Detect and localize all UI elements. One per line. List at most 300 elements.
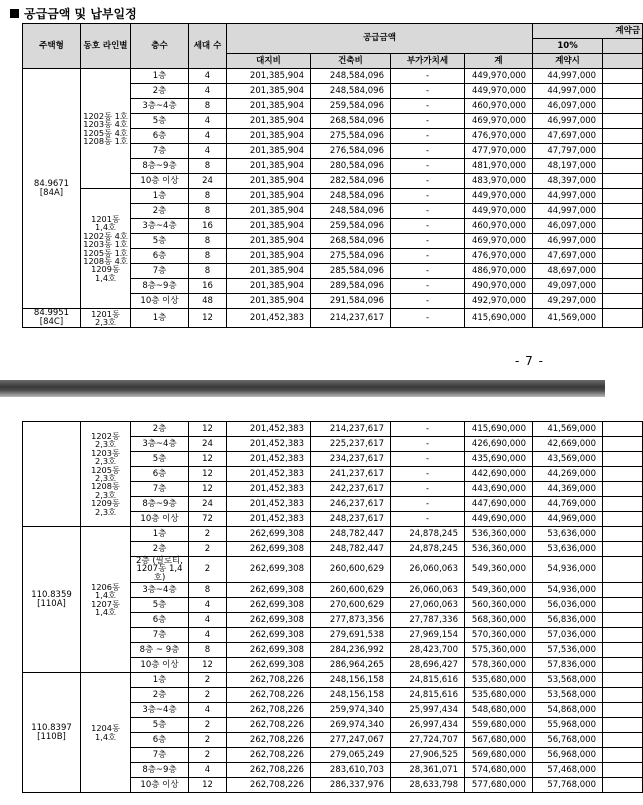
- land-cost-cell: 262,699,308: [227, 628, 311, 643]
- vat-cell: 27,906,525: [391, 748, 465, 763]
- blank-cell: [603, 114, 643, 129]
- total-cell: 443,690,000: [465, 482, 533, 497]
- floor-cell: 1층: [131, 673, 189, 688]
- blank-cell: [603, 279, 643, 294]
- building-cost-cell: 279,691,538: [311, 628, 391, 643]
- blank-cell: [603, 497, 643, 512]
- contract-deposit-cell: 42,669,000: [533, 437, 603, 452]
- vat-cell: -: [391, 512, 465, 527]
- contract-deposit-cell: 57,468,000: [533, 763, 603, 778]
- contract-deposit-cell: 41,569,000: [533, 422, 603, 437]
- units-cell: 4: [189, 144, 227, 159]
- vat-cell: 28,423,700: [391, 643, 465, 658]
- contract-deposit-cell: 53,568,000: [533, 688, 603, 703]
- land-cost-cell: 201,385,904: [227, 69, 311, 84]
- total-cell: 536,360,000: [465, 527, 533, 542]
- land-cost-cell: 201,385,904: [227, 174, 311, 189]
- floor-cell: 7층: [131, 264, 189, 279]
- contract-deposit-cell: 54,936,000: [533, 583, 603, 598]
- floor-cell: 5층: [131, 234, 189, 249]
- floor-cell: 5층: [131, 598, 189, 613]
- blank-cell: [603, 144, 643, 159]
- land-cost-cell: 201,452,383: [227, 422, 311, 437]
- blank-cell: [603, 583, 643, 598]
- land-cost-cell: 201,385,904: [227, 99, 311, 114]
- building-cost-cell: 248,584,096: [311, 69, 391, 84]
- vat-cell: 24,878,245: [391, 527, 465, 542]
- blank-cell: [603, 467, 643, 482]
- building-cost-cell: 248,584,096: [311, 84, 391, 99]
- floor-cell: 10층 이상: [131, 294, 189, 309]
- total-cell: 578,360,000: [465, 658, 533, 673]
- floor-cell: 6층: [131, 467, 189, 482]
- land-cost-cell: 201,385,904: [227, 279, 311, 294]
- contract-deposit-cell: 56,768,000: [533, 733, 603, 748]
- total-cell: 477,970,000: [465, 144, 533, 159]
- vat-cell: 26,060,063: [391, 583, 465, 598]
- units-cell: 8: [189, 643, 227, 658]
- units-cell: 4: [189, 129, 227, 144]
- contract-deposit-cell: 44,997,000: [533, 84, 603, 99]
- total-cell: 549,360,000: [465, 583, 533, 598]
- blank-cell: [603, 673, 643, 688]
- building-cost-cell: 268,584,096: [311, 234, 391, 249]
- land-cost-cell: 262,699,308: [227, 643, 311, 658]
- blank-cell: [603, 84, 643, 99]
- section-title-text: 공급금액 및 납부일정: [24, 7, 137, 21]
- units-cell: 4: [189, 84, 227, 99]
- building-cost-cell: 248,237,617: [311, 512, 391, 527]
- units-cell: 12: [189, 452, 227, 467]
- floor-cell: 7층: [131, 748, 189, 763]
- units-cell: 8: [189, 99, 227, 114]
- housing-type-cell: 110.8397 [110B]: [23, 673, 81, 793]
- total-cell: 460,970,000: [465, 99, 533, 114]
- contract-deposit-cell: 57,036,000: [533, 628, 603, 643]
- units-cell: 2: [189, 748, 227, 763]
- land-cost-cell: 262,708,226: [227, 703, 311, 718]
- units-cell: 2: [189, 542, 227, 557]
- total-cell: 460,970,000: [465, 219, 533, 234]
- units-cell: 4: [189, 613, 227, 628]
- section-title: [10, 5, 137, 22]
- document-page-7: [0, 0, 641, 380]
- blank-cell: [603, 688, 643, 703]
- vat-cell: -: [391, 219, 465, 234]
- vat-cell: -: [391, 264, 465, 279]
- units-cell: 2: [189, 688, 227, 703]
- contract-deposit-cell: 48,197,000: [533, 159, 603, 174]
- total-cell: 447,690,000: [465, 497, 533, 512]
- table-row: [23, 673, 643, 688]
- total-cell: 569,680,000: [465, 748, 533, 763]
- land-cost-cell: 262,699,308: [227, 583, 311, 598]
- building-cost-cell: 268,584,096: [311, 114, 391, 129]
- vat-cell: -: [391, 84, 465, 99]
- vat-cell: 24,815,616: [391, 688, 465, 703]
- total-cell: 476,970,000: [465, 249, 533, 264]
- blank-cell: [603, 628, 643, 643]
- blank-cell: [603, 557, 643, 583]
- total-cell: 568,360,000: [465, 613, 533, 628]
- building-cost-cell: 279,065,249: [311, 748, 391, 763]
- header-units: 세대 수: [189, 24, 227, 69]
- contract-deposit-cell: 43,569,000: [533, 452, 603, 467]
- total-cell: 449,970,000: [465, 69, 533, 84]
- blank-cell: [603, 613, 643, 628]
- building-cost-cell: 277,873,356: [311, 613, 391, 628]
- vat-cell: -: [391, 482, 465, 497]
- building-cost-cell: 259,584,096: [311, 99, 391, 114]
- land-cost-cell: 262,699,308: [227, 658, 311, 673]
- vat-cell: -: [391, 309, 465, 328]
- vat-cell: 27,969,154: [391, 628, 465, 643]
- table-row: [23, 309, 643, 328]
- building-cost-cell: 269,974,340: [311, 718, 391, 733]
- housing-type-cell: 84.9951 [84C]: [23, 309, 81, 328]
- header-land: 대지비: [227, 54, 311, 69]
- blank-cell: [603, 527, 643, 542]
- total-cell: 449,970,000: [465, 84, 533, 99]
- contract-deposit-cell: 57,536,000: [533, 643, 603, 658]
- units-cell: 16: [189, 219, 227, 234]
- blank-cell: [603, 264, 643, 279]
- contract-deposit-cell: 44,997,000: [533, 204, 603, 219]
- total-cell: 549,360,000: [465, 557, 533, 583]
- floor-cell: 3층~4층: [131, 583, 189, 598]
- vat-cell: -: [391, 437, 465, 452]
- units-cell: 4: [189, 763, 227, 778]
- units-cell: 4: [189, 598, 227, 613]
- vat-cell: 27,060,063: [391, 598, 465, 613]
- total-cell: 415,690,000: [465, 422, 533, 437]
- floor-cell: 2층 (필로티, 1207동 1,4호): [131, 557, 189, 583]
- land-cost-cell: 201,452,383: [227, 482, 311, 497]
- vat-cell: 28,633,798: [391, 778, 465, 793]
- contract-deposit-cell: 53,568,000: [533, 673, 603, 688]
- blank-cell: [603, 309, 643, 328]
- dong-line-cell: 1202동 1호 1203동 4호 1205동 4호 1208동 1호: [81, 69, 131, 189]
- floor-cell: 3층~4층: [131, 437, 189, 452]
- total-cell: 415,690,000: [465, 309, 533, 328]
- header-contract-pct: 10%: [533, 39, 603, 54]
- floor-cell: 10층 이상: [131, 778, 189, 793]
- units-cell: 12: [189, 309, 227, 328]
- land-cost-cell: 201,385,904: [227, 234, 311, 249]
- land-cost-cell: 262,708,226: [227, 748, 311, 763]
- land-cost-cell: 262,708,226: [227, 763, 311, 778]
- land-cost-cell: 262,708,226: [227, 688, 311, 703]
- building-cost-cell: 259,584,096: [311, 219, 391, 234]
- land-cost-cell: 262,708,226: [227, 718, 311, 733]
- units-cell: 12: [189, 422, 227, 437]
- floor-cell: 8층~9층: [131, 279, 189, 294]
- blank-cell: [603, 204, 643, 219]
- units-cell: 8: [189, 204, 227, 219]
- document-page-8: [0, 397, 605, 805]
- units-cell: 12: [189, 467, 227, 482]
- land-cost-cell: 201,452,383: [227, 437, 311, 452]
- vat-cell: -: [391, 234, 465, 249]
- land-cost-cell: 201,452,383: [227, 467, 311, 482]
- dong-line-cell: 1202동 2,3호 1203동 2,3호 1205동 2,3호 1208동 2,3호 1209동 2,3호: [81, 422, 131, 527]
- blank-cell: [603, 763, 643, 778]
- units-cell: 8: [189, 189, 227, 204]
- building-cost-cell: 248,156,158: [311, 673, 391, 688]
- building-cost-cell: 289,584,096: [311, 279, 391, 294]
- housing-type-cell: [23, 422, 81, 527]
- floor-cell: 3층~4층: [131, 703, 189, 718]
- building-cost-cell: 270,600,629: [311, 598, 391, 613]
- land-cost-cell: 201,385,904: [227, 264, 311, 279]
- floor-cell: 5층: [131, 718, 189, 733]
- total-cell: 442,690,000: [465, 467, 533, 482]
- building-cost-cell: 280,584,096: [311, 159, 391, 174]
- land-cost-cell: 262,699,308: [227, 527, 311, 542]
- contract-deposit-cell: 46,997,000: [533, 114, 603, 129]
- land-cost-cell: 201,452,383: [227, 309, 311, 328]
- floor-cell: 7층: [131, 144, 189, 159]
- vat-cell: -: [391, 144, 465, 159]
- blank-cell: [603, 159, 643, 174]
- building-cost-cell: 248,584,096: [311, 189, 391, 204]
- contract-deposit-cell: 54,868,000: [533, 703, 603, 718]
- vat-cell: -: [391, 422, 465, 437]
- floor-cell: 1층: [131, 309, 189, 328]
- contract-deposit-cell: 53,636,000: [533, 527, 603, 542]
- vat-cell: 28,696,427: [391, 658, 465, 673]
- building-cost-cell: 248,584,096: [311, 204, 391, 219]
- contract-deposit-cell: 56,836,000: [533, 613, 603, 628]
- units-cell: 24: [189, 497, 227, 512]
- vat-cell: -: [391, 69, 465, 84]
- page-separator: [0, 380, 605, 397]
- units-cell: 48: [189, 294, 227, 309]
- blank-cell: [603, 512, 643, 527]
- vat-cell: -: [391, 114, 465, 129]
- building-cost-cell: 225,237,617: [311, 437, 391, 452]
- vat-cell: -: [391, 452, 465, 467]
- units-cell: 16: [189, 279, 227, 294]
- blank-cell: [603, 542, 643, 557]
- floor-cell: 7층: [131, 628, 189, 643]
- total-cell: 535,680,000: [465, 688, 533, 703]
- dong-line-cell: 1206동 1,4호 1207동 1,4호: [81, 527, 131, 673]
- units-cell: 4: [189, 69, 227, 84]
- blank-cell: [603, 748, 643, 763]
- vat-cell: -: [391, 99, 465, 114]
- building-cost-cell: 282,584,096: [311, 174, 391, 189]
- blank-cell: [603, 129, 643, 144]
- vat-cell: 26,060,063: [391, 557, 465, 583]
- floor-cell: 3층~4층: [131, 99, 189, 114]
- building-cost-cell: 260,600,629: [311, 583, 391, 598]
- vat-cell: 27,724,707: [391, 733, 465, 748]
- units-cell: 72: [189, 512, 227, 527]
- units-cell: 8: [189, 159, 227, 174]
- vat-cell: -: [391, 467, 465, 482]
- header-floor: 층수: [131, 24, 189, 69]
- header-contract: 계약금: [533, 24, 643, 39]
- land-cost-cell: 201,385,904: [227, 114, 311, 129]
- units-cell: 8: [189, 264, 227, 279]
- blank-cell: [603, 643, 643, 658]
- total-cell: 469,970,000: [465, 234, 533, 249]
- floor-cell: 6층: [131, 613, 189, 628]
- building-cost-cell: 248,782,447: [311, 527, 391, 542]
- floor-cell: 7층: [131, 482, 189, 497]
- page-number: - 7 -: [515, 354, 544, 368]
- total-cell: 481,970,000: [465, 159, 533, 174]
- floor-cell: 6층: [131, 733, 189, 748]
- total-cell: 574,680,000: [465, 763, 533, 778]
- table-row: [23, 69, 643, 84]
- floor-cell: 8층~9층: [131, 763, 189, 778]
- blank-cell: [603, 718, 643, 733]
- total-cell: 575,360,000: [465, 643, 533, 658]
- land-cost-cell: 201,385,904: [227, 129, 311, 144]
- land-cost-cell: 201,385,904: [227, 84, 311, 99]
- floor-cell: 10층 이상: [131, 658, 189, 673]
- floor-cell: 6층: [131, 129, 189, 144]
- total-cell: 492,970,000: [465, 294, 533, 309]
- total-cell: 426,690,000: [465, 437, 533, 452]
- building-cost-cell: 276,584,096: [311, 144, 391, 159]
- contract-deposit-cell: 46,097,000: [533, 99, 603, 114]
- units-cell: 8: [189, 249, 227, 264]
- contract-deposit-cell: 48,397,000: [533, 174, 603, 189]
- total-cell: 476,970,000: [465, 129, 533, 144]
- blank-cell: [603, 69, 643, 84]
- land-cost-cell: 201,452,383: [227, 512, 311, 527]
- square-bullet-icon: [10, 9, 19, 18]
- vat-cell: -: [391, 249, 465, 264]
- total-cell: 577,680,000: [465, 778, 533, 793]
- table-row: [23, 189, 643, 204]
- building-cost-cell: 277,247,067: [311, 733, 391, 748]
- contract-deposit-cell: 47,697,000: [533, 129, 603, 144]
- land-cost-cell: 201,385,904: [227, 294, 311, 309]
- total-cell: 560,360,000: [465, 598, 533, 613]
- header-total: 계: [465, 54, 533, 69]
- total-cell: 490,970,000: [465, 279, 533, 294]
- units-cell: 2: [189, 557, 227, 583]
- total-cell: 536,360,000: [465, 542, 533, 557]
- vat-cell: -: [391, 497, 465, 512]
- land-cost-cell: 262,708,226: [227, 778, 311, 793]
- dong-line-cell: 1204동 1,4호: [81, 673, 131, 793]
- land-cost-cell: 262,708,226: [227, 733, 311, 748]
- total-cell: 435,690,000: [465, 452, 533, 467]
- contract-deposit-cell: 46,997,000: [533, 234, 603, 249]
- building-cost-cell: 286,337,976: [311, 778, 391, 793]
- land-cost-cell: 201,385,904: [227, 219, 311, 234]
- units-cell: 12: [189, 658, 227, 673]
- blank-cell: [603, 189, 643, 204]
- contract-deposit-cell: 46,097,000: [533, 219, 603, 234]
- contract-deposit-cell: 56,036,000: [533, 598, 603, 613]
- building-cost-cell: 246,237,617: [311, 497, 391, 512]
- total-cell: 483,970,000: [465, 174, 533, 189]
- blank-cell: [603, 778, 643, 793]
- building-cost-cell: 259,974,340: [311, 703, 391, 718]
- building-cost-cell: 214,237,617: [311, 309, 391, 328]
- blank-cell: [603, 733, 643, 748]
- total-cell: 469,970,000: [465, 114, 533, 129]
- land-cost-cell: 262,699,308: [227, 542, 311, 557]
- header-supply: 공급금액: [227, 24, 533, 54]
- vat-cell: -: [391, 294, 465, 309]
- vat-cell: -: [391, 204, 465, 219]
- units-cell: 24: [189, 437, 227, 452]
- floor-cell: 2층: [131, 542, 189, 557]
- floor-cell: 2층: [131, 422, 189, 437]
- header-at-contract: 계약시: [533, 54, 603, 69]
- building-cost-cell: 260,600,629: [311, 557, 391, 583]
- units-cell: 4: [189, 703, 227, 718]
- contract-deposit-cell: 44,997,000: [533, 189, 603, 204]
- building-cost-cell: 248,782,447: [311, 542, 391, 557]
- vat-cell: -: [391, 279, 465, 294]
- vat-cell: 24,815,616: [391, 673, 465, 688]
- land-cost-cell: 201,452,383: [227, 452, 311, 467]
- total-cell: 449,970,000: [465, 189, 533, 204]
- contract-deposit-cell: 44,997,000: [533, 69, 603, 84]
- blank-cell: [603, 422, 643, 437]
- units-cell: 2: [189, 718, 227, 733]
- housing-type-cell: 84.9671 [84A]: [23, 69, 81, 309]
- housing-type-cell: 110.8359 [110A]: [23, 527, 81, 673]
- land-cost-cell: 201,385,904: [227, 159, 311, 174]
- building-cost-cell: 214,237,617: [311, 422, 391, 437]
- total-cell: 548,680,000: [465, 703, 533, 718]
- floor-cell: 5층: [131, 114, 189, 129]
- land-cost-cell: 201,385,904: [227, 189, 311, 204]
- contract-deposit-cell: 55,968,000: [533, 718, 603, 733]
- total-cell: 535,680,000: [465, 673, 533, 688]
- building-cost-cell: 242,237,617: [311, 482, 391, 497]
- blank-cell: [603, 294, 643, 309]
- contract-deposit-cell: 56,968,000: [533, 748, 603, 763]
- contract-deposit-cell: 44,269,000: [533, 467, 603, 482]
- blank-cell: [603, 598, 643, 613]
- floor-cell: 8층 ~ 9층: [131, 643, 189, 658]
- building-cost-cell: 284,236,992: [311, 643, 391, 658]
- floor-cell: 5층: [131, 452, 189, 467]
- building-cost-cell: 283,610,703: [311, 763, 391, 778]
- floor-cell: 3층~4층: [131, 219, 189, 234]
- contract-deposit-cell: 47,797,000: [533, 144, 603, 159]
- vat-cell: -: [391, 189, 465, 204]
- contract-deposit-cell: 47,697,000: [533, 249, 603, 264]
- vat-cell: -: [391, 174, 465, 189]
- blank-cell: [603, 219, 643, 234]
- floor-cell: 10층 이상: [131, 174, 189, 189]
- contract-deposit-cell: 44,969,000: [533, 512, 603, 527]
- blank-cell: [603, 234, 643, 249]
- contract-deposit-cell: 41,569,000: [533, 309, 603, 328]
- units-cell: 2: [189, 673, 227, 688]
- contract-deposit-cell: 57,836,000: [533, 658, 603, 673]
- building-cost-cell: 286,964,265: [311, 658, 391, 673]
- building-cost-cell: 285,584,096: [311, 264, 391, 279]
- contract-deposit-cell: 49,097,000: [533, 279, 603, 294]
- blank-cell: [603, 452, 643, 467]
- vat-cell: -: [391, 129, 465, 144]
- land-cost-cell: 201,385,904: [227, 144, 311, 159]
- floor-cell: 8층~9층: [131, 159, 189, 174]
- total-cell: 559,680,000: [465, 718, 533, 733]
